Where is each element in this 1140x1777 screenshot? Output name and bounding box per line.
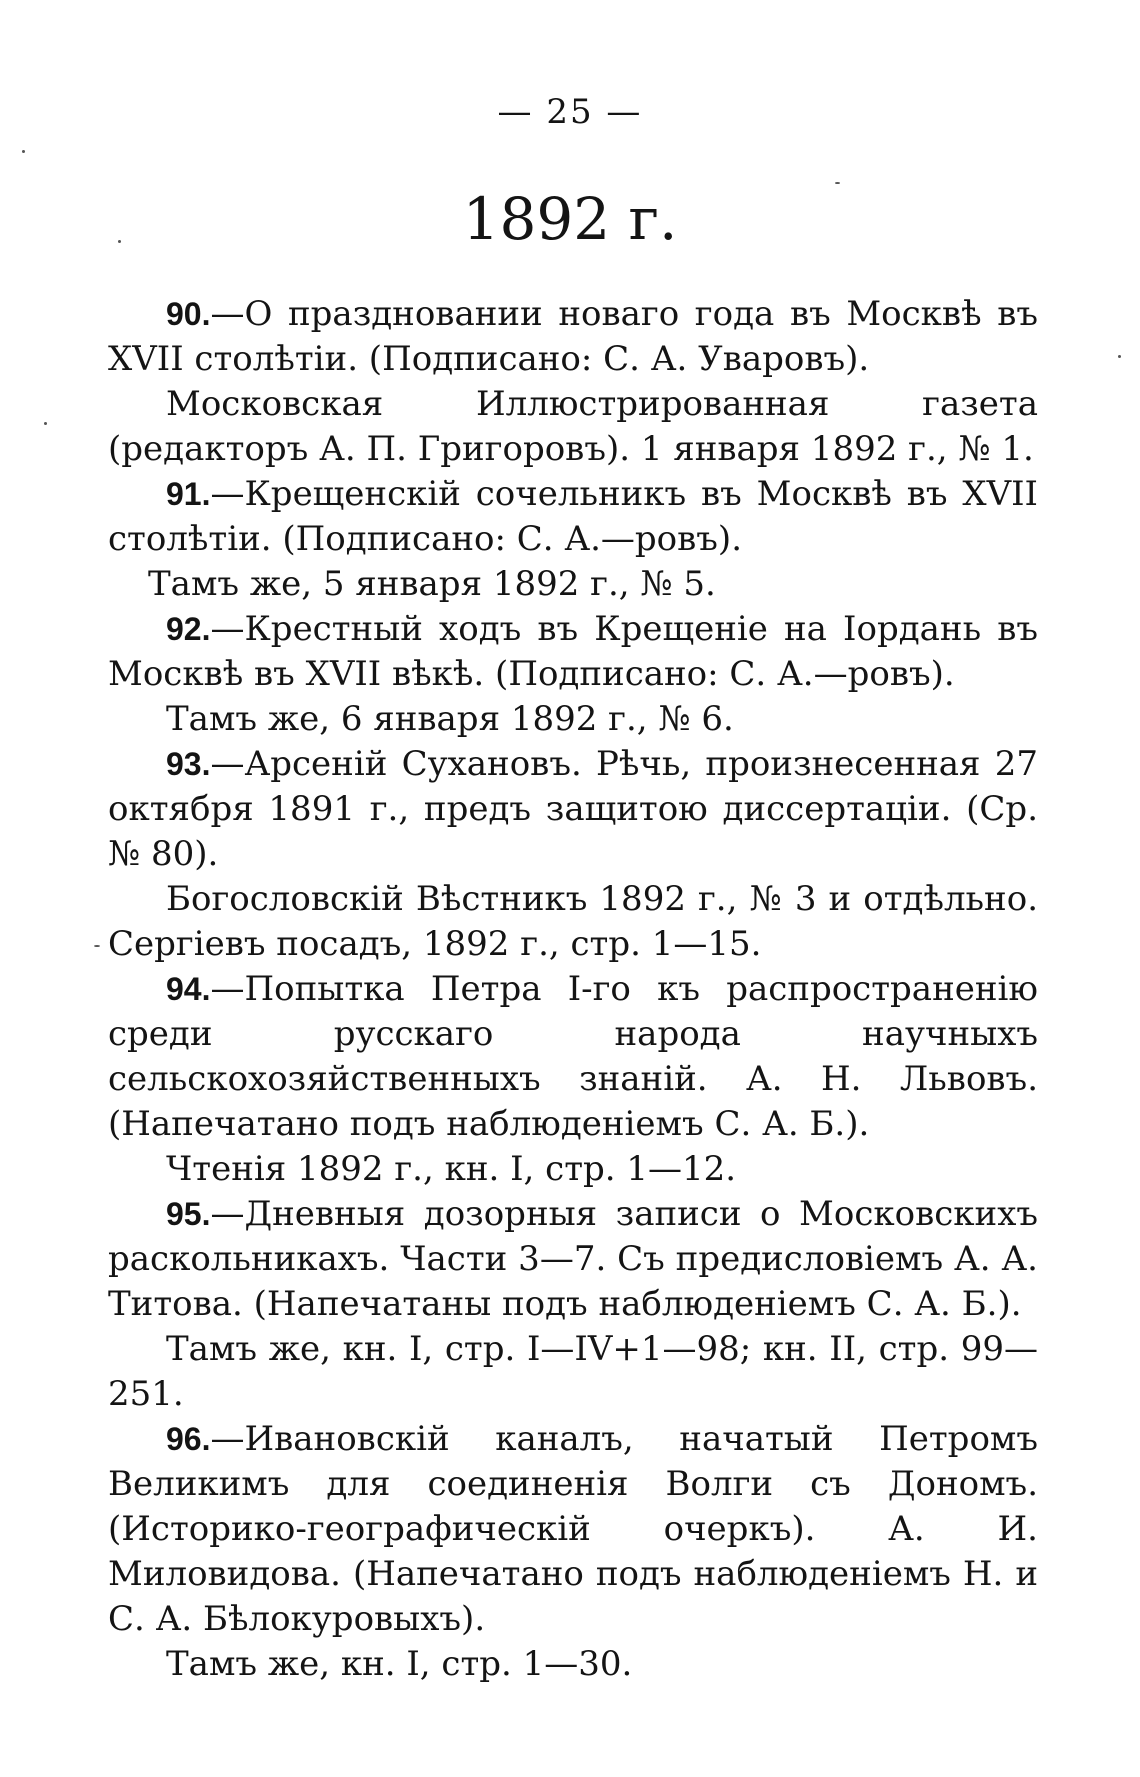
paper-speck [1118, 355, 1121, 358]
entry-number: 95. [166, 1196, 211, 1232]
entry-publication: Тамъ же, 5 января 1892 г., № 5. [148, 564, 716, 604]
entry-publication: Чтенiя 1892 г., кн. I, стр. 1—12. [166, 1149, 737, 1189]
bibliography-entry [108, 742, 1038, 967]
paper-speck [22, 150, 25, 153]
entry-number: 94. [166, 971, 211, 1007]
entry-title: —Арсенiй Сухановъ. Рѣчь, произнесенная 27 октября 1891 г., предъ защитою диссертацiи. (Ср. № 80). [108, 744, 1038, 874]
entry-publication: Тамъ же, кн. I, стр. I—IV+1—98; кн. II, стр. 99—251. [108, 1329, 1038, 1414]
year-heading: 1892 г. [462, 185, 678, 253]
paper-speck [835, 182, 840, 184]
entry-title-line [108, 292, 1038, 382]
paper-speck [44, 422, 47, 425]
entry-publication: Московская Иллюстрированная газета (редакторъ А. П. Григоровъ). 1 января 1892 г., № 1. [108, 384, 1038, 469]
entry-title: —Попытка Петра I-го къ распространенiю среди русскаго народа научныхъ сельскохозяйственныхъ знанiй. А. Н. Львовъ. (Напечатано подъ наблюденiемъ С. А. Б.). [108, 969, 1038, 1144]
page-number: — 25 — [497, 92, 643, 132]
entry-number: 96. [166, 1421, 211, 1457]
paper-speck [94, 945, 100, 947]
entry-publication: Тамъ же, кн. I, стр. 1—30. [166, 1644, 633, 1684]
bibliography-list [108, 292, 1038, 1687]
entry-number: 91. [166, 476, 211, 512]
entry-number: 93. [166, 746, 211, 782]
entry-title-line [108, 967, 1038, 1147]
bibliography-entry [108, 607, 1038, 742]
bibliography-entry [108, 1192, 1038, 1417]
entry-title-line [108, 1417, 1038, 1642]
bibliography-entry [108, 1417, 1038, 1687]
bibliography-entry [108, 472, 1038, 607]
bibliography-entry [108, 292, 1038, 472]
entry-number: 90. [166, 296, 211, 332]
entry-title-line [108, 607, 1038, 697]
bibliography-entry [108, 967, 1038, 1192]
entry-title-line [108, 742, 1038, 877]
entry-title: —Ивановскiй каналъ, начатый Петромъ Великимъ для соединенiя Волги съ Дономъ. (Историко-географическiй очеркъ). А. И. Миловидова. (Напечатано подъ наблюденiемъ Н. и С. А. Бѣлокуровыхъ). [108, 1419, 1038, 1639]
entry-title: —Крещенскiй сочельникъ въ Москвѣ въ XVII столѣтiи. (Подписано: С. А.—ровъ). [108, 474, 1038, 559]
entry-publication: Тамъ же, 6 января 1892 г., № 6. [166, 699, 734, 739]
entry-title: —Дневныя дозорныя записи о Московскихъ раскольникахъ. Части 3—7. Съ предисловiемъ А. А. Титова. (Напечатаны подъ наблюденiемъ С. А. Б.). [108, 1194, 1038, 1324]
entry-number: 92. [166, 611, 211, 647]
entry-title: —Крестный ходъ въ Крещенiе на Iордань въ Москвѣ въ XVII вѣкѣ. (Подписано: С. А.—ровъ). [108, 609, 1038, 694]
entry-title: —О праздновании новаго года въ Москвѣ въ XVII столѣтiи. (Подписано: С. А. Уваровъ). [108, 294, 1038, 379]
entry-publication: Богословскiй Вѣстникъ 1892 г., № 3 и отдѣльно. Сергiевъ посадъ, 1892 г., стр. 1—15. [108, 879, 1038, 964]
entry-title-line [108, 472, 1038, 562]
paper-speck [118, 240, 121, 243]
entry-title-line [108, 1192, 1038, 1327]
